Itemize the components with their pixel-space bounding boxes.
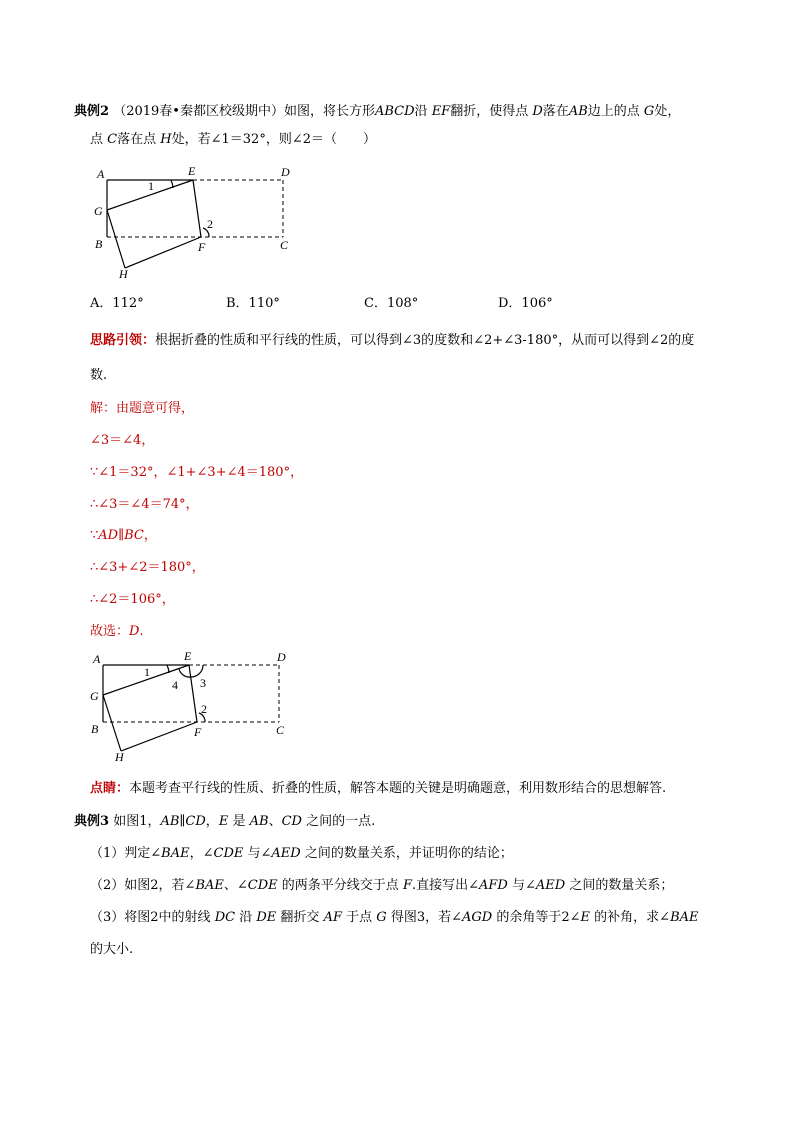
label-e: E	[188, 164, 196, 178]
example2-text: 边上的点	[587, 104, 640, 119]
label-angle-2: 2	[207, 217, 213, 231]
p2-text: 之间的数量关系；	[569, 878, 674, 893]
var-ab-parallel-cd: AB∥CD	[160, 814, 206, 829]
p1-text: 之间的数量关系，并证明你的结论；	[304, 846, 513, 861]
p2-text: 、∠	[223, 878, 248, 893]
answer-label: 故选：	[90, 624, 130, 639]
example3-part3	[90, 909, 699, 927]
segment-hf	[125, 237, 201, 268]
example3-text: 之间的一点.	[306, 814, 376, 829]
var-cde: CDE	[213, 846, 244, 861]
label-angle-3: 3	[200, 676, 206, 690]
example3-question-line1	[74, 813, 375, 831]
segment-ef	[193, 180, 201, 237]
label-angle-1: 1	[148, 179, 154, 193]
label-angle-1: 1	[144, 665, 150, 679]
var-g: G	[643, 104, 655, 119]
var-c: C	[107, 132, 118, 147]
because-symbol: ∵	[90, 528, 99, 543]
p1-text: 与∠	[247, 846, 272, 861]
example3-part1	[90, 845, 513, 863]
var-dc: DC	[214, 910, 236, 925]
var-e: E	[218, 814, 229, 829]
label-h: H	[119, 267, 128, 281]
var-e: E	[580, 910, 591, 925]
solution-line7: ∴∠2＝106°，	[90, 592, 175, 607]
label-h: H	[115, 750, 124, 764]
p3-text: 沿	[239, 910, 253, 925]
hint-text: 根据折叠的性质和平行线的性质，可以得到∠3的度数和∠2+∠3-180°，从而可以得到∠2的度	[155, 333, 695, 348]
label-g: G	[90, 689, 99, 703]
label-f: F	[198, 240, 206, 254]
example2-text: 翻折，使得点	[450, 104, 529, 119]
example3-text: 如图1，	[113, 814, 161, 829]
var-ad-parallel-bc: AD∥BC	[98, 528, 144, 543]
label-c: C	[276, 723, 285, 737]
solution-line4: ∴∠3＝∠4＝74°，	[90, 497, 199, 512]
p3-text: 的余角等于2∠	[496, 910, 581, 925]
example3-text: 、	[268, 814, 282, 829]
label-c: C	[280, 238, 289, 252]
example2-question-line2	[90, 131, 376, 149]
option-d: D．106°	[498, 296, 553, 311]
label-e: E	[184, 649, 192, 663]
label-angle-2: 2	[201, 702, 207, 716]
var-aed: AED	[535, 878, 566, 893]
var-cd: CD	[281, 814, 302, 829]
hint-line2: 数.	[90, 368, 108, 383]
var-cde: CDE	[247, 878, 278, 893]
label-d: D	[281, 165, 290, 179]
p1-text: （1）判定∠	[90, 846, 162, 861]
p3-text: （3）将图2中的射线	[90, 910, 211, 925]
p2-text: 与∠	[511, 878, 536, 893]
segment-ef	[189, 665, 197, 722]
segment-gh	[107, 210, 125, 268]
option-b: B．110°	[226, 296, 280, 311]
example2-text: 沿	[414, 104, 428, 119]
option-c: C．108°	[364, 296, 419, 311]
var-ab: AB	[249, 814, 269, 829]
p1-text: ，∠	[189, 846, 214, 861]
example2-question-line1	[74, 103, 680, 121]
segment-hf	[121, 722, 197, 751]
solution-line5	[90, 527, 157, 545]
label-a: A	[97, 167, 105, 181]
label-angle-4: 4	[172, 678, 178, 692]
example3-text: 是	[232, 814, 246, 829]
hint-line1	[90, 332, 694, 350]
solution-line1: 解：由题意可得，	[90, 401, 195, 416]
period: .	[139, 624, 144, 639]
comment-tag: 点睛：	[90, 781, 130, 796]
var-d: D	[532, 104, 543, 119]
example3-part3-line2: 的大小.	[90, 942, 134, 957]
example3-part2	[90, 877, 673, 895]
var-af: AF	[323, 910, 342, 925]
example3-text: ，	[205, 814, 219, 829]
figure-1	[85, 160, 315, 285]
label-a: A	[93, 652, 101, 666]
p2-text: 的两条平分线交于点	[281, 878, 399, 893]
segment-gh	[103, 695, 121, 751]
comment-line	[90, 780, 666, 798]
comment-text: 本题考查平行线的性质、折叠的性质，解答本题的关键是明确题意，利用数形结合的思想解答.	[129, 781, 667, 796]
comma: ，	[143, 528, 157, 543]
var-g: G	[376, 910, 387, 925]
p3-text: 得图3，若∠	[390, 910, 462, 925]
var-abcd: ABCD	[374, 104, 415, 119]
p3-text: 翻折交	[280, 910, 320, 925]
p2-text: （2）如图2，若∠	[90, 878, 196, 893]
example3-tag: 典例3	[74, 814, 110, 829]
var-agd: AGD	[462, 910, 493, 925]
var-afd: AFD	[479, 878, 508, 893]
var-bae: BAE	[670, 910, 699, 925]
example2-source: （2019春•秦都区校级期中）	[113, 104, 284, 119]
solution-line6: ∴∠3+∠2＝180°，	[90, 560, 205, 575]
var-ab: AB	[568, 104, 588, 119]
figure-2	[85, 645, 315, 770]
label-f: F	[194, 725, 202, 739]
example2-text: 如图，将长方形	[283, 104, 375, 119]
var-f: F	[402, 878, 412, 893]
solution-line3: ∵∠1＝32°，∠1+∠3+∠4＝180°，	[90, 465, 304, 480]
var-bae: BAE	[195, 878, 224, 893]
option-a: A．112°	[90, 296, 144, 311]
label-b: B	[95, 237, 103, 251]
p3-text: 于点	[346, 910, 373, 925]
p3-text: 的补角，求∠	[594, 910, 671, 925]
example2-text: 点	[90, 132, 104, 147]
var-de: DE	[256, 910, 277, 925]
var-h: H	[160, 132, 172, 147]
hint-tag: 思路引领：	[90, 333, 156, 348]
example2-tag: 典例2	[74, 104, 110, 119]
label-b: B	[91, 722, 99, 736]
solution-line2: ∠3＝∠4，	[90, 433, 155, 448]
var-aed: AED	[271, 846, 301, 861]
var-ef: EF	[431, 104, 451, 119]
solution-line8	[90, 623, 144, 641]
p2-text: .直接写出∠	[411, 878, 479, 893]
example2-text: 处，	[654, 104, 681, 119]
example2-text: 落在	[542, 104, 569, 119]
example2-text: 处，若∠1＝32°，则∠2＝（ ）	[171, 132, 376, 147]
answer-value: D	[129, 624, 140, 639]
label-g: G	[94, 204, 103, 218]
example2-text: 落在点	[117, 132, 157, 147]
var-bae: BAE	[161, 846, 190, 861]
label-d: D	[277, 650, 286, 664]
